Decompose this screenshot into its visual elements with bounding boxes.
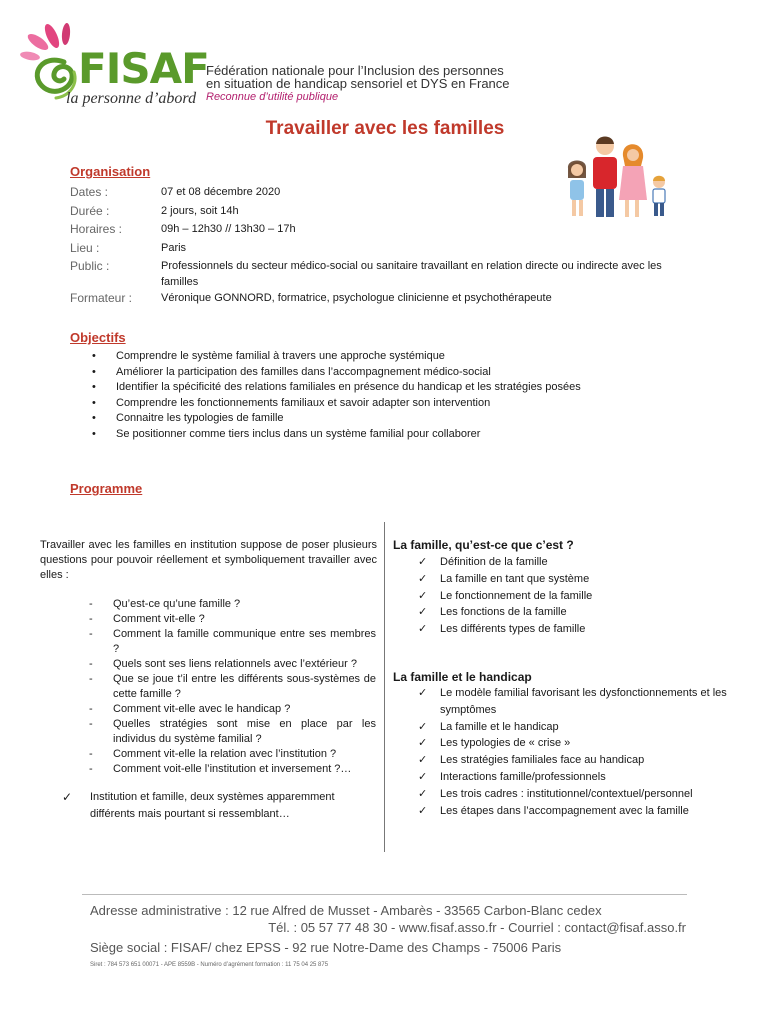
conclusion-text: Institution et famille, deux systèmes apparemment différents mais pourtant si ressemblant… — [90, 791, 335, 820]
list-item — [393, 554, 733, 571]
list-item: - Comment voit-elle l’institution et inversement ?… — [86, 762, 376, 777]
item-text: Interactions famille/professionnels — [440, 770, 606, 783]
info-key: Public : — [70, 259, 110, 273]
logo-tagline: la personne d’abord — [66, 90, 197, 107]
section-heading: La famille, qu’est-ce que c’est ? — [393, 538, 574, 552]
list-item: • Connaitre les typologies de famille — [90, 411, 730, 427]
organisation-name-block — [206, 64, 510, 104]
list-item — [393, 803, 733, 820]
info-key: Dates : — [70, 185, 109, 199]
checkmark-icon: ✓ — [62, 790, 73, 804]
section-famille-handicap — [393, 670, 733, 819]
checkmark-icon: ✓ — [418, 556, 428, 568]
checkmark-icon: ✓ — [418, 737, 428, 750]
item-text: Définition de la famille — [440, 556, 548, 568]
footer-registration: Siret : 784 573 651 00071 - APE 8559B - Numéro d’agrément formation : 11 75 04 25 875 — [90, 962, 329, 968]
item-text: Les différents types de famille — [440, 623, 586, 636]
info-value: 09h – 12h30 // 13h30 – 17h — [161, 223, 296, 235]
list-item: • Comprendre les fonctionnements familiaux et savoir adapter son intervention — [90, 396, 730, 412]
logo-wordmark: FISAF — [78, 44, 209, 93]
list-item: - Quelles stratégies sont mise en place par les individus du système familial ? — [86, 717, 376, 747]
info-value: Véronique GONNORD, formatrice, psychologue clinicienne et psychothérapeute — [161, 292, 552, 304]
checkmark-icon: ✓ — [418, 720, 428, 733]
list-item — [393, 786, 733, 803]
fisaf-logo — [12, 14, 209, 114]
list-item — [393, 735, 733, 752]
list-item — [393, 685, 733, 719]
info-key: Horaires : — [70, 222, 123, 236]
footer-contact: Tél. : 05 57 77 48 30 - www.fisaf.asso.fr - Courriel : contact@fisaf.asso.fr — [268, 920, 686, 935]
info-value: 07 et 08 décembre 2020 — [161, 186, 281, 198]
checkmark-icon: ✓ — [418, 572, 428, 585]
org-name-line-1: Fédération nationale pour l’Inclusion des personnes — [206, 63, 504, 78]
checkmark-icon: ✓ — [418, 754, 428, 767]
footer-address: Adresse administrative : 12 rue Alfred de Musset - Ambarès - 33565 Carbon-Blanc cedex — [90, 903, 602, 918]
list-item: • Comprendre le système familial à travers une approche systémique — [90, 349, 730, 365]
programme-intro: Travailler avec les familles en institution suppose de poser plusieurs questions pour pouvoir réellement et symboliquement travailler avec elles : — [40, 539, 377, 581]
list-item: • Améliorer la participation des familles dans l’accompagnement médico-social — [90, 365, 730, 381]
list-item — [393, 571, 733, 588]
checkmark-icon: ✓ — [418, 770, 428, 783]
info-key: Durée : — [70, 204, 110, 218]
column-divider — [384, 522, 385, 852]
footer-divider — [82, 894, 687, 895]
item-text: Les stratégies familiales face au handicap — [440, 754, 645, 767]
list-item: - Comment vit-elle la relation avec l’institution ? — [86, 747, 376, 762]
organisation-heading: Organisation — [70, 164, 151, 179]
checkmark-icon: ✓ — [418, 687, 428, 699]
info-value: Paris — [161, 242, 187, 254]
list-item: - Comment vit-elle ? — [86, 612, 376, 627]
list-item — [393, 604, 733, 621]
org-subtitle: Reconnue d’utilité publique — [206, 91, 339, 103]
item-text: Les fonctions de la famille — [440, 606, 567, 619]
objectifs-heading: Objectifs — [70, 330, 126, 345]
info-key: Formateur : — [70, 291, 133, 305]
list-item — [393, 719, 733, 736]
checkmark-icon: ✓ — [418, 589, 428, 602]
section-famille — [393, 538, 733, 638]
objectives-list — [90, 349, 730, 443]
list-item: - Quels sont ses liens relationnels avec l’extérieur ? — [86, 657, 376, 672]
item-text: Le fonctionnement de la famille — [440, 589, 593, 602]
list-item: - Qu’est-ce qu’une famille ? — [86, 597, 376, 612]
list-item: - Comment vit-elle avec le handicap ? — [86, 702, 376, 717]
section-heading: La famille et le handicap — [393, 670, 532, 684]
item-text: Les trois cadres : institutionnel/contextuel/personnel — [440, 787, 693, 800]
item-text: La famille en tant que système — [440, 572, 590, 585]
info-key: Lieu : — [70, 241, 100, 255]
footer — [90, 902, 690, 968]
list-item: • Se positionner comme tiers inclus dans un système familial pour collaborer — [90, 427, 730, 443]
list-item — [393, 588, 733, 605]
list-item — [393, 621, 733, 638]
checkmark-icon: ✓ — [418, 804, 428, 817]
list-item — [393, 769, 733, 786]
questions-list — [86, 597, 376, 777]
list-item: - Comment la famille communique entre ses membres ? — [86, 627, 376, 657]
info-value: 2 jours, soit 14h — [161, 205, 239, 217]
checkmark-icon: ✓ — [418, 623, 428, 636]
info-value: Professionnels du secteur médico-social ou sanitaire travaillant en relation directe ou indirecte avec les familles — [161, 260, 662, 288]
checkmark-icon: ✓ — [418, 787, 428, 800]
org-name-line-2: en situation de handicap sensoriel et DYS en France — [206, 76, 510, 91]
programme-heading: Programme — [70, 481, 143, 496]
list-item: • Identifier la spécificité des relations familiales en présence du handicap et les stratégies posées — [90, 380, 730, 396]
item-text: Les typologies de « crise » — [440, 737, 571, 750]
list-item — [393, 752, 733, 769]
footer-head-office: Siège social : FISAF/ chez EPSS - 92 rue Notre-Dame des Champs - 75006 Paris — [90, 940, 562, 955]
item-text: La famille et le handicap — [440, 720, 559, 733]
item-text: Le modèle familial favorisant les dysfonctionnements et les symptômes — [440, 687, 727, 716]
item-text: Les étapes dans l’accompagnement avec la famille — [440, 804, 689, 817]
page-title: Travailler avec les familles — [265, 118, 505, 139]
checklist — [393, 554, 733, 638]
checkmark-icon: ✓ — [418, 606, 428, 619]
list-item: - Que se joue t’il entre les différents sous-systèmes de cette famille ? — [86, 672, 376, 702]
checklist — [393, 685, 733, 819]
